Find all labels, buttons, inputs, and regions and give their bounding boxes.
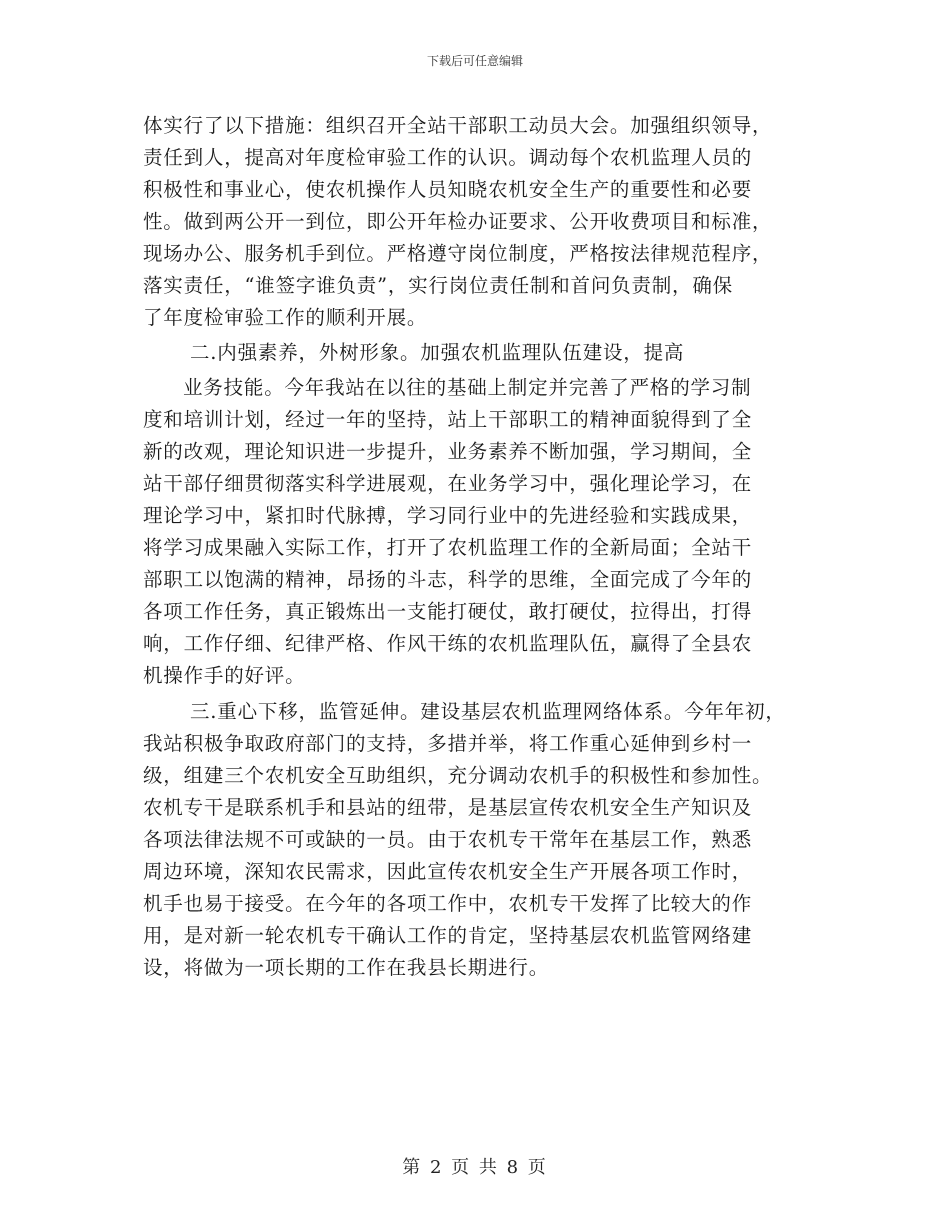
paragraph-3-line-5: 各项法律法规不可或缺的一员。由于农机专干常年在基层工作，熟悉 bbox=[143, 828, 753, 851]
paragraph-2-line-8: 各项工作任务，真正锻炼出一支能打硬仗，敢打硬仗，拉得出，打得 bbox=[143, 600, 753, 623]
paragraph-1-line-6: 落实责任，“谁签字谁负责”，实行岗位责任制和首问负责制，确保 bbox=[143, 274, 733, 297]
paragraph-1-line-7: 了年度检审验工作的顺利开展。 bbox=[143, 306, 428, 329]
paragraph-3-line-4: 农机专干是联系机手和县站的纽带，是基层宣传农机安全生产知识及 bbox=[143, 796, 753, 819]
paragraph-3-line-6: 周边环境，深知农民需求，因此宣传农机安全生产开展各项工作时， bbox=[143, 860, 753, 883]
paragraph-3-line-1: 三.重心下移，监管延伸。建设基层农机监理网络体系。今年年初， bbox=[190, 700, 786, 723]
paragraph-2-line-7: 部职工以饱满的精神，昂扬的斗志，科学的思维，全面完成了今年的 bbox=[143, 568, 753, 591]
paragraph-2-line-4: 站干部仔细贯彻落实科学进展观，在业务学习中，强化理论学习，在 bbox=[143, 472, 753, 495]
paragraph-2-line-6: 将学习成果融入实际工作，打开了农机监理工作的全新局面；全站干 bbox=[143, 536, 753, 559]
paragraph-3-line-2: 我站积极争取政府部门的支持，多措并举，将工作重心延伸到乡村一 bbox=[143, 732, 753, 755]
paragraph-2-line-2: 度和培训计划，经过一年的坚持，站上干部职工的精神面貌得到了全 bbox=[143, 408, 753, 431]
paragraph-2-line-9: 响，工作仔细、纪律严格、作风干练的农机监理队伍，赢得了全县农 bbox=[143, 632, 753, 655]
paragraph-1-line-3: 积极性和事业心，使农机操作人员知晓农机安全生产的重要性和必要 bbox=[143, 178, 753, 201]
paragraph-1-line-1: 体实行了以下措施：组织召开全站干部职工动员大会。加强组织领导， bbox=[143, 114, 773, 137]
paragraph-3-line-7: 机手也易于接受。在今年的各项工作中，农机专干发挥了比较大的作 bbox=[143, 892, 753, 915]
paragraph-2-line-10: 机操作手的好评。 bbox=[143, 664, 306, 687]
paragraph-3-line-8: 用，是对新一轮农机专干确认工作的肯定，坚持基层农机监管网络建 bbox=[143, 924, 753, 947]
page-header: 下载后可任意编辑 bbox=[426, 54, 523, 68]
paragraph-2-line-5: 理论学习中，紧扣时代脉搏，学习同行业中的先进经验和实践成果， bbox=[143, 504, 753, 527]
page-number: 第 2 页 共 8 页 bbox=[402, 1157, 548, 1178]
section-2-heading: 二.内强素养，外树形象。加强农机监理队伍建设，提高 bbox=[190, 341, 685, 364]
paragraph-3-line-3: 级，组建三个农机安全互助组织，充分调动农机手的积极性和参加性。 bbox=[143, 764, 773, 787]
paragraph-1-line-4: 性。做到两公开一到位，即公开年检办证要求、公开收费项目和标准， bbox=[143, 210, 773, 233]
paragraph-2-line-1: 业务技能。今年我站在以往的基础上制定并完善了严格的学习制 bbox=[183, 376, 752, 399]
paragraph-2-line-3: 新的改观，理论知识进一步提升，业务素养不断加强，学习期间，全 bbox=[143, 440, 753, 463]
paragraph-1-line-5: 现场办公、服务机手到位。严格遵守岗位制度，严格按法律规范程序， bbox=[143, 242, 773, 265]
paragraph-3-line-9: 设，将做为一项长期的工作在我县长期进行。 bbox=[143, 956, 550, 979]
paragraph-1-line-2: 责任到人，提高对年度检审验工作的认识。调动每个农机监理人员的 bbox=[143, 146, 753, 169]
